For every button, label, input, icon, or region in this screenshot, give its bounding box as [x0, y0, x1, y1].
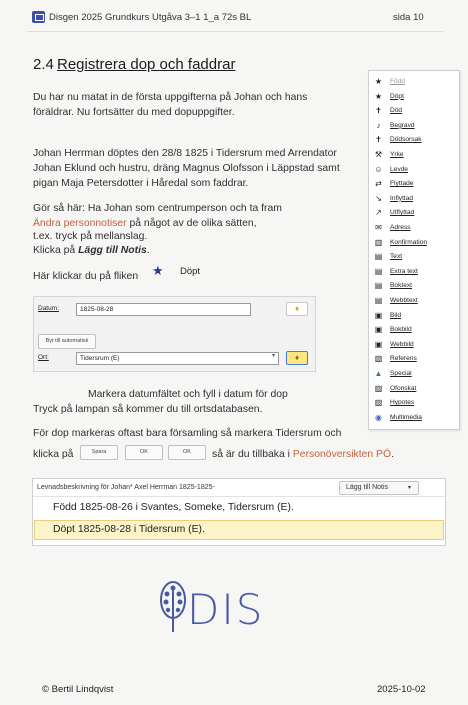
book-icon: ▥ — [374, 237, 383, 247]
paragraph-line: föräldrar. Nu fortsätter du med dopuppgifter. — [33, 107, 235, 118]
paragraph-line: Gör så här: Ha Johan som centrumperson och ta fram — [33, 203, 282, 214]
menu-item-dopt[interactable]: ★ Döpt — [374, 91, 404, 101]
menu-item-referens[interactable]: ▧ Referens — [374, 354, 417, 364]
menu-item-fodd[interactable]: ★ Född — [374, 77, 406, 86]
header-title: Disgen 2025 Grundkurs Utgåva 3–1 1_a 72s BL — [49, 12, 252, 23]
special-icon: ▲ — [374, 369, 383, 378]
paragraph-line: Johan Eklund och hustru, dräng Magnus Olofsson i Läppstad samt — [33, 163, 340, 174]
move-icon: ⇄ — [375, 179, 382, 189]
add-note-reference: Lägg till Notis — [78, 245, 147, 256]
add-note-button[interactable] — [339, 481, 419, 495]
person-overview-link[interactable]: Personöversikten PÖ — [292, 449, 392, 460]
menu-item-adress[interactable]: ✉ Adress — [375, 223, 411, 232]
note-type-menu — [368, 70, 460, 430]
menu-item-hypotes[interactable]: ▨ Hypotes — [374, 398, 415, 408]
date-field[interactable]: 1825-08-28 — [76, 303, 251, 316]
paragraph-line — [33, 243, 150, 259]
biography-header — [33, 479, 445, 497]
paragraph-text: klicka på — [33, 449, 74, 460]
date-label: Datum: — [38, 305, 59, 312]
hypothesis-icon: ▨ — [374, 398, 383, 408]
section-title: Registrera dop och faddrar — [57, 56, 236, 73]
header-divider — [27, 31, 443, 32]
place-field[interactable]: Tidersrum (E) — [76, 352, 279, 365]
app-icon — [32, 11, 45, 23]
star-icon: ★ — [152, 263, 164, 278]
web-text-icon: ▤ — [374, 296, 383, 305]
paragraph-line — [212, 447, 394, 463]
biography-title: Levnadsbeskrivning för Johan* Axel Herrman 1825-1825- — [37, 484, 215, 491]
dis-logo-text: DIS — [187, 585, 265, 634]
paragraph-line: pigan Maja Petersdotter i Håredal som faddrar. — [33, 178, 249, 189]
star-icon: ★ — [374, 77, 383, 86]
paragraph-line: Markera datumfältet och fyll i datum för dop — [88, 389, 288, 400]
event-row-fodd[interactable] — [34, 498, 444, 518]
reference-icon: ▧ — [374, 354, 383, 364]
text-icon: ▤ — [374, 252, 383, 262]
page-number: sida 10 — [393, 12, 424, 23]
menu-item-text[interactable]: ▤ Text — [374, 252, 403, 262]
menu-item-flyttade[interactable]: ⇄ Flyttade — [375, 179, 414, 189]
menu-item-dod[interactable]: ✝ Död — [375, 106, 403, 116]
menu-item-extra-text[interactable]: ▤ Extra text — [374, 266, 418, 276]
menu-item-bokbild[interactable]: ▣ Bokbild — [374, 325, 412, 335]
menu-item-inflyttad[interactable]: ↘ Inflyttad — [375, 193, 414, 203]
shovel-icon: ♪ — [376, 120, 381, 130]
paragraph-text: så är du tillbaka i — [212, 449, 290, 460]
paragraph-text: . — [391, 449, 394, 460]
place-label: Ort: — [38, 354, 49, 361]
lightbulb-icon[interactable]: ♦ — [286, 351, 308, 365]
change-person-notes-link[interactable]: Ändra personnotiser — [33, 218, 127, 229]
tab-label: Döpt — [180, 266, 201, 277]
menu-item-special[interactable]: ▲ Special — [374, 369, 412, 378]
paragraph-line: För dop markeras oftast bara församling så markera Tidersrum och — [33, 428, 342, 439]
paragraph-line: Tryck på lampan så kommer du till ortsdatabasen. — [33, 404, 263, 415]
tree-logo-icon — [158, 580, 188, 636]
lightbulb-icon[interactable]: ♦ — [286, 302, 308, 316]
address-icon: ✉ — [375, 223, 382, 232]
person-icon: ☺ — [374, 164, 383, 174]
event-row-dopt[interactable] — [34, 520, 444, 540]
move-out-icon: ↗ — [375, 208, 382, 218]
menu-item-utflyttad[interactable]: ↗ Utflyttad — [375, 208, 415, 218]
multimedia-icon: ◉ — [375, 412, 382, 422]
hammer-icon: ⚒ — [374, 150, 383, 159]
menu-item-ofonskat[interactable]: ▨ Ofonskat — [374, 383, 417, 393]
tab-dopt[interactable] — [152, 263, 212, 279]
footer-author: © Bertil Lindqvist — [42, 684, 114, 695]
section-number: 2.4 — [33, 56, 54, 73]
image-icon: ▣ — [374, 310, 383, 320]
paragraph-line: Här klickar du på fliken — [33, 271, 139, 282]
menu-item-dodsorsak[interactable]: ✝ Dödsorsak — [375, 135, 422, 145]
auto-button[interactable]: Byt till automatisk — [38, 334, 96, 349]
web-image-icon: ▣ — [374, 339, 383, 349]
paragraph-text: . — [146, 245, 150, 256]
menu-item-levde[interactable]: ☺ Levde — [374, 164, 408, 174]
star-icon: ★ — [374, 91, 383, 101]
menu-item-bild[interactable]: ▣ Bild — [374, 310, 401, 320]
biography-panel — [32, 478, 446, 546]
chevron-down-icon[interactable]: ▾ — [272, 353, 276, 359]
paragraph-line: Johan Herrman döptes den 28/8 1825 i Tidersrum med Arrendator — [33, 148, 337, 159]
chevron-down-icon: ▾ — [408, 485, 412, 491]
event-text: Född 1825-08-26 i Svantes, Someke, Tidersrum (E). — [53, 502, 294, 513]
wish-icon: ▨ — [374, 383, 383, 393]
menu-item-webbtext[interactable]: ▤ Webbtext — [374, 296, 418, 305]
cause-icon: ✝ — [375, 135, 382, 145]
menu-item-webbild[interactable]: ▣ Webbild — [374, 339, 414, 349]
menu-item-begravd[interactable]: ♪ Begravd — [369, 119, 459, 134]
baptism-dialog — [33, 296, 316, 372]
menu-item-yrke[interactable]: ⚒ Yrke — [374, 150, 404, 159]
extra-text-icon: ▤ — [374, 266, 383, 276]
event-text: Döpt 1825-08-28 i Tidersrum (E). — [53, 524, 205, 535]
cross-icon: ✝ — [375, 106, 382, 116]
save-button[interactable]: Spara — [80, 445, 118, 460]
move-in-icon: ↘ — [375, 193, 382, 203]
add-note-label: Lägg till Notis — [346, 484, 389, 491]
menu-item-multimedia[interactable]: ◉ Multimedia — [375, 412, 422, 422]
ok-button[interactable]: OK — [168, 445, 206, 460]
footer-date: 2025-10-02 — [377, 684, 426, 695]
menu-item-boktext[interactable]: ▤ Boktext — [374, 281, 412, 291]
paragraph-line: t.ex. tryck på mellanslag. — [33, 231, 148, 242]
ok-button[interactable]: OK — [125, 445, 163, 460]
paragraph-line: Du har nu matat in de första uppgifterna på Johan och hans — [33, 92, 308, 103]
menu-item-konfirmation[interactable]: ▥ Konfirmation — [374, 237, 428, 247]
book-text-icon: ▤ — [374, 281, 383, 291]
book-image-icon: ▣ — [374, 325, 383, 335]
paragraph-text: på något av de olika sätten, — [126, 218, 257, 229]
paragraph-text: Klicka på — [33, 245, 79, 256]
